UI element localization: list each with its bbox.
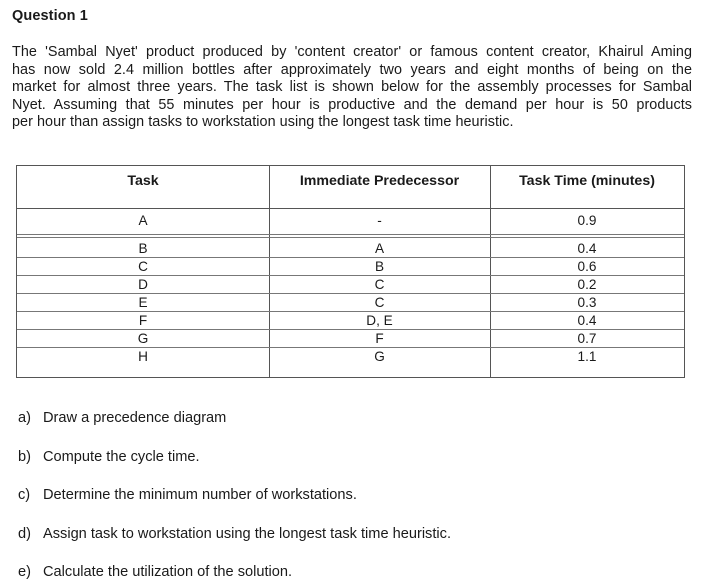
table-row bbox=[17, 348, 684, 365]
question-title: Question 1 bbox=[12, 8, 88, 24]
part-text: Assign task to workstation using the longest task time heuristic. bbox=[43, 526, 452, 542]
cell-task: H bbox=[138, 349, 148, 364]
cell-time: 1.1 bbox=[577, 349, 597, 364]
table-row bbox=[17, 212, 684, 229]
header-divider bbox=[17, 208, 684, 209]
cell-task: A bbox=[138, 213, 148, 228]
part-label: a) bbox=[18, 410, 31, 426]
part-c bbox=[18, 487, 357, 503]
cell-predecessor: C bbox=[374, 295, 385, 310]
part-e bbox=[18, 564, 292, 580]
cell-task: G bbox=[137, 331, 149, 346]
paragraph-line: Nyet. Assuming that 55 minutes per hour is productive and the demand per hour is 50 products bbox=[12, 96, 692, 113]
part-d bbox=[18, 526, 451, 542]
cell-predecessor: A bbox=[374, 241, 385, 256]
paragraph-line: market for almost three years. The task list is shown below for the assembly processes for Sambal bbox=[12, 79, 692, 96]
cell-task: B bbox=[138, 241, 148, 256]
cell-task: E bbox=[138, 295, 148, 310]
table-row bbox=[17, 258, 684, 275]
cell-task: D bbox=[138, 277, 148, 292]
header-task: Task bbox=[127, 173, 159, 189]
table-row bbox=[17, 276, 684, 293]
cell-task: C bbox=[138, 259, 148, 274]
task-table bbox=[16, 165, 685, 378]
cell-time: 0.4 bbox=[577, 313, 597, 328]
cell-time: 0.2 bbox=[577, 277, 597, 292]
part-text: Determine the minimum number of workstations. bbox=[43, 487, 357, 503]
part-text: Calculate the utilization of the solution. bbox=[43, 564, 293, 580]
cell-predecessor: C bbox=[374, 277, 385, 292]
cell-time: 0.9 bbox=[577, 213, 597, 228]
header-predecessor: Immediate Predecessor bbox=[299, 173, 460, 189]
part-label: c) bbox=[18, 487, 31, 503]
part-text: Draw a precedence diagram bbox=[43, 410, 227, 426]
table-row bbox=[17, 294, 684, 311]
cell-predecessor: F bbox=[375, 331, 384, 346]
header-time: Task Time (minutes) bbox=[519, 173, 655, 189]
part-label: d) bbox=[18, 526, 31, 542]
cell-time: 0.7 bbox=[577, 331, 597, 346]
part-a bbox=[18, 410, 226, 426]
part-text: Compute the cycle time. bbox=[43, 449, 200, 465]
table-row bbox=[17, 240, 684, 257]
part-label: b) bbox=[18, 449, 31, 465]
cell-predecessor: - bbox=[377, 213, 382, 228]
cell-predecessor: B bbox=[374, 259, 385, 274]
paragraph-line: has now sold 2.4 million bottles after approximately two years and eight months of being on the bbox=[12, 61, 692, 78]
cell-time: 0.4 bbox=[577, 241, 597, 256]
table-row bbox=[17, 330, 684, 347]
part-label: e) bbox=[18, 564, 31, 580]
paragraph-line: per hour than assign tasks to workstation using the longest task time heuristic. bbox=[12, 114, 514, 131]
paragraph-line: The 'Sambal Nyet' product produced by 'content creator' or famous content creator, Khairul Aming bbox=[12, 44, 692, 60]
cell-time: 0.3 bbox=[577, 295, 597, 310]
cell-predecessor: G bbox=[374, 349, 385, 364]
cell-task: F bbox=[138, 313, 148, 328]
part-b bbox=[18, 449, 200, 465]
row-divider bbox=[17, 234, 684, 235]
cell-time: 0.6 bbox=[577, 259, 597, 274]
row-divider bbox=[17, 237, 684, 238]
table-row bbox=[17, 312, 684, 329]
question-paragraph bbox=[12, 44, 692, 132]
cell-predecessor: D, E bbox=[366, 313, 393, 328]
